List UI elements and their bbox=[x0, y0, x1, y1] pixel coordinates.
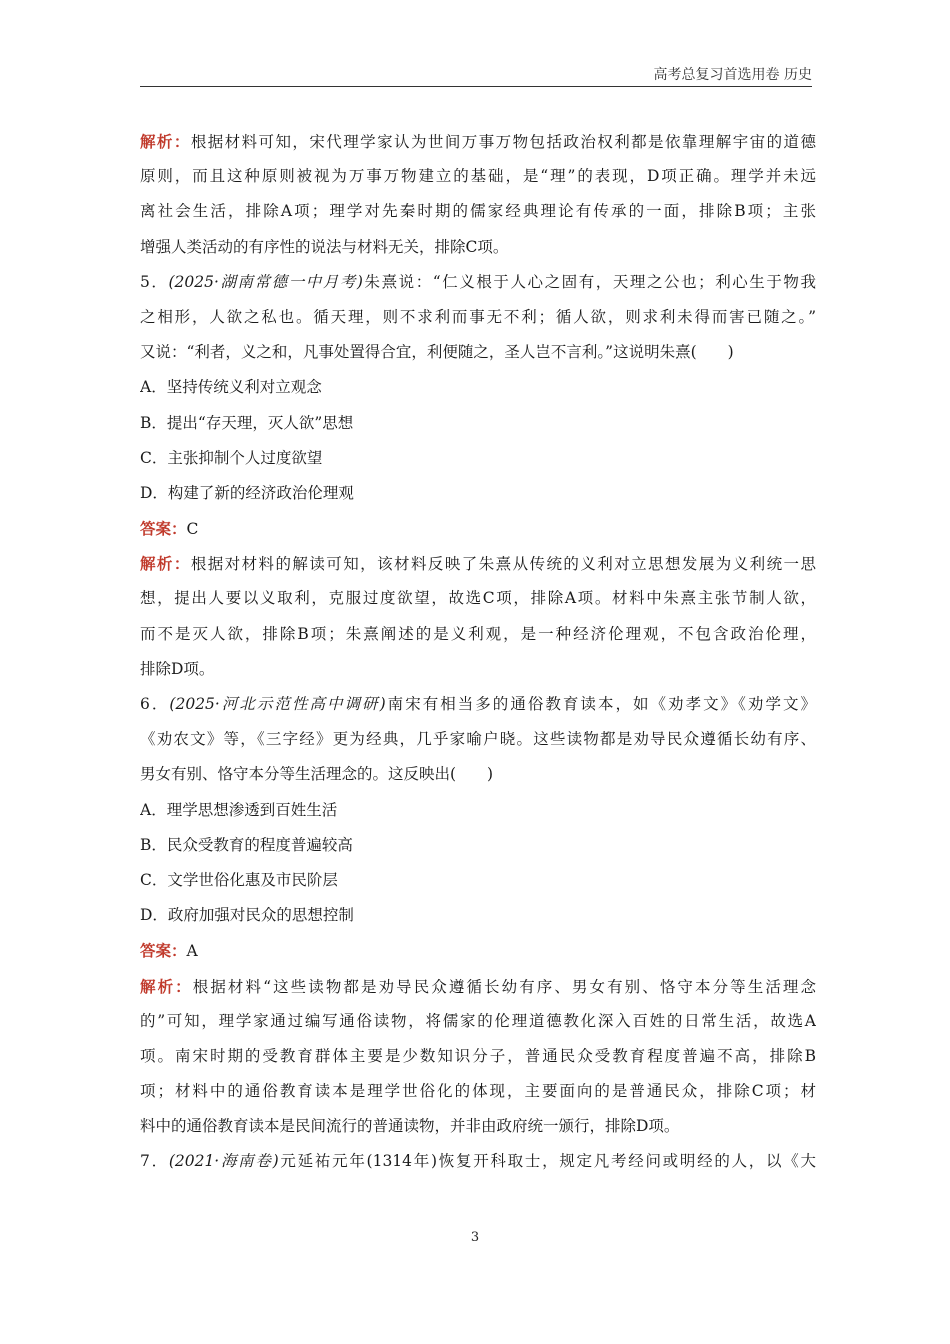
analysis-line: 项。南宋时期的受教育群体主要是少数知识分子，普通民众受教育程度普遍不高，排除B bbox=[140, 1046, 816, 1065]
page-header bbox=[140, 66, 812, 87]
analysis-line: 想，提出人要以义取利，克服过度欲望，故选C项，排除A项。材料中朱熹主张节制人欲， bbox=[140, 589, 816, 608]
analysis-label: 解析： bbox=[140, 132, 191, 151]
page-number: 3 bbox=[470, 1230, 480, 1245]
q4-analysis bbox=[140, 124, 816, 265]
question-stem-line: 《劝农文》等，《三字经》更为经典，几乎家喻户晓。这些读物都是劝导民众遵循长幼有序、 bbox=[140, 730, 816, 749]
analysis-line: 排除D项。 bbox=[140, 659, 215, 678]
answer-value: C bbox=[186, 520, 199, 539]
option-d: D．构建了新的经济政治伦理观 bbox=[140, 483, 354, 502]
question-stem-line: 5．(2025·湖南常德一中月考)朱熹说：“仁义根于人心之固有，天理之公也；利心生于物我 bbox=[140, 272, 816, 291]
analysis-line: 解析：根据材料“这些读物都是劝导民众遵循长幼有序、男女有别、恪守本分等生活理念 bbox=[140, 976, 816, 996]
option-b: B．民众受教育的程度普遍较高 bbox=[140, 835, 353, 854]
answer-line bbox=[140, 933, 816, 968]
question-source: (2025·河北示范性高中调研) bbox=[169, 695, 386, 713]
analysis-line: 增强人类活动的有序性的说法与材料无关，排除C项。 bbox=[140, 237, 509, 256]
option-c: C．主张抑制个人过度欲望 bbox=[140, 448, 323, 467]
answer-label: 答案： bbox=[140, 519, 187, 539]
question-stem-line: 之相形，人欲之私也。循天理，则不求利而事无不利；循人欲，则求利未得而害已随之。” bbox=[140, 307, 816, 326]
question-stem-line: 6．(2025·河北示范性高中调研)南宋有相当多的通俗教育读本，如《劝孝文》《劝学文》 bbox=[140, 695, 816, 713]
analysis-line: 的”可知，理学家通过编写通俗读物，将儒家的伦理道德教化深入百姓的日常生活，故选A bbox=[140, 1011, 816, 1030]
analysis-line: 解析：根据材料可知，宋代理学家认为世间万事万物包括政治权利都是依靠理解宇宙的道德 bbox=[140, 132, 816, 151]
answer-label: 答案： bbox=[140, 941, 187, 961]
analysis-line: 解析：根据对材料的解读可知，该材料反映了朱熹从传统的义利对立思想发展为义利统一思 bbox=[140, 554, 816, 574]
analysis-line: 项；材料中的通俗教育读本是理学世俗化的体现，主要面向的是普通民众，排除C项；材 bbox=[140, 1082, 816, 1101]
analysis-line: 原则，而且这种原则被视为万事万物建立的基础，是“理”的表现，D项正确。理学并未远 bbox=[140, 167, 816, 186]
question-stem-line: 男女有别、恪守本分等生活理念的。这反映出( ) bbox=[140, 765, 494, 784]
question-6 bbox=[140, 687, 816, 1144]
question-number: 5． bbox=[140, 272, 169, 291]
option-c: C．文学世俗化惠及市民阶层 bbox=[140, 870, 338, 889]
answer-value: A bbox=[186, 942, 198, 961]
question-number: 6． bbox=[140, 695, 170, 713]
analysis-label: 解析： bbox=[140, 554, 191, 574]
question-7 bbox=[140, 1144, 816, 1179]
question-source: (2021·海南卷) bbox=[168, 1152, 279, 1171]
analysis-label: 解析： bbox=[140, 976, 193, 996]
analysis-line: 料中的通俗教育读本是民间流行的普通读物，并非由政府统一颁行，排除D项。 bbox=[140, 1117, 680, 1136]
question-number: 7． bbox=[140, 1152, 169, 1171]
document-body bbox=[140, 124, 816, 1180]
analysis-line: 离社会生活，排除A项；理学对先秦时期的儒家经典理论有传承的一面，排除B项；主张 bbox=[140, 202, 816, 221]
header-title: 高考总复习首选用卷 历史 bbox=[653, 67, 812, 83]
question-source: (2025·湖南常德一中月考) bbox=[168, 272, 363, 291]
option-b: B．提出“存天理，灭人欲”思想 bbox=[140, 413, 354, 432]
question-stem-line: 又说：“利者，义之和，凡事处置得合宜，利便随之，圣人岂不言利。”这说明朱熹( ) bbox=[140, 343, 734, 362]
answer-line bbox=[140, 511, 816, 546]
question-stem-line: 7．(2021·海南卷)元延祐元年(1314年)恢复开科取士，规定凡考经问或明经的人，以《大 bbox=[140, 1152, 816, 1171]
option-d: D．政府加强对民众的思想控制 bbox=[140, 906, 354, 925]
question-5 bbox=[140, 265, 816, 687]
option-a: A．理学思想渗透到百姓生活 bbox=[140, 800, 338, 819]
analysis-line: 而不是灭人欲，排除B项；朱熹阐述的是义利观，是一种经济伦理观，不包含政治伦理， bbox=[140, 624, 816, 643]
option-a: A．坚持传统义利对立观念 bbox=[140, 378, 322, 397]
